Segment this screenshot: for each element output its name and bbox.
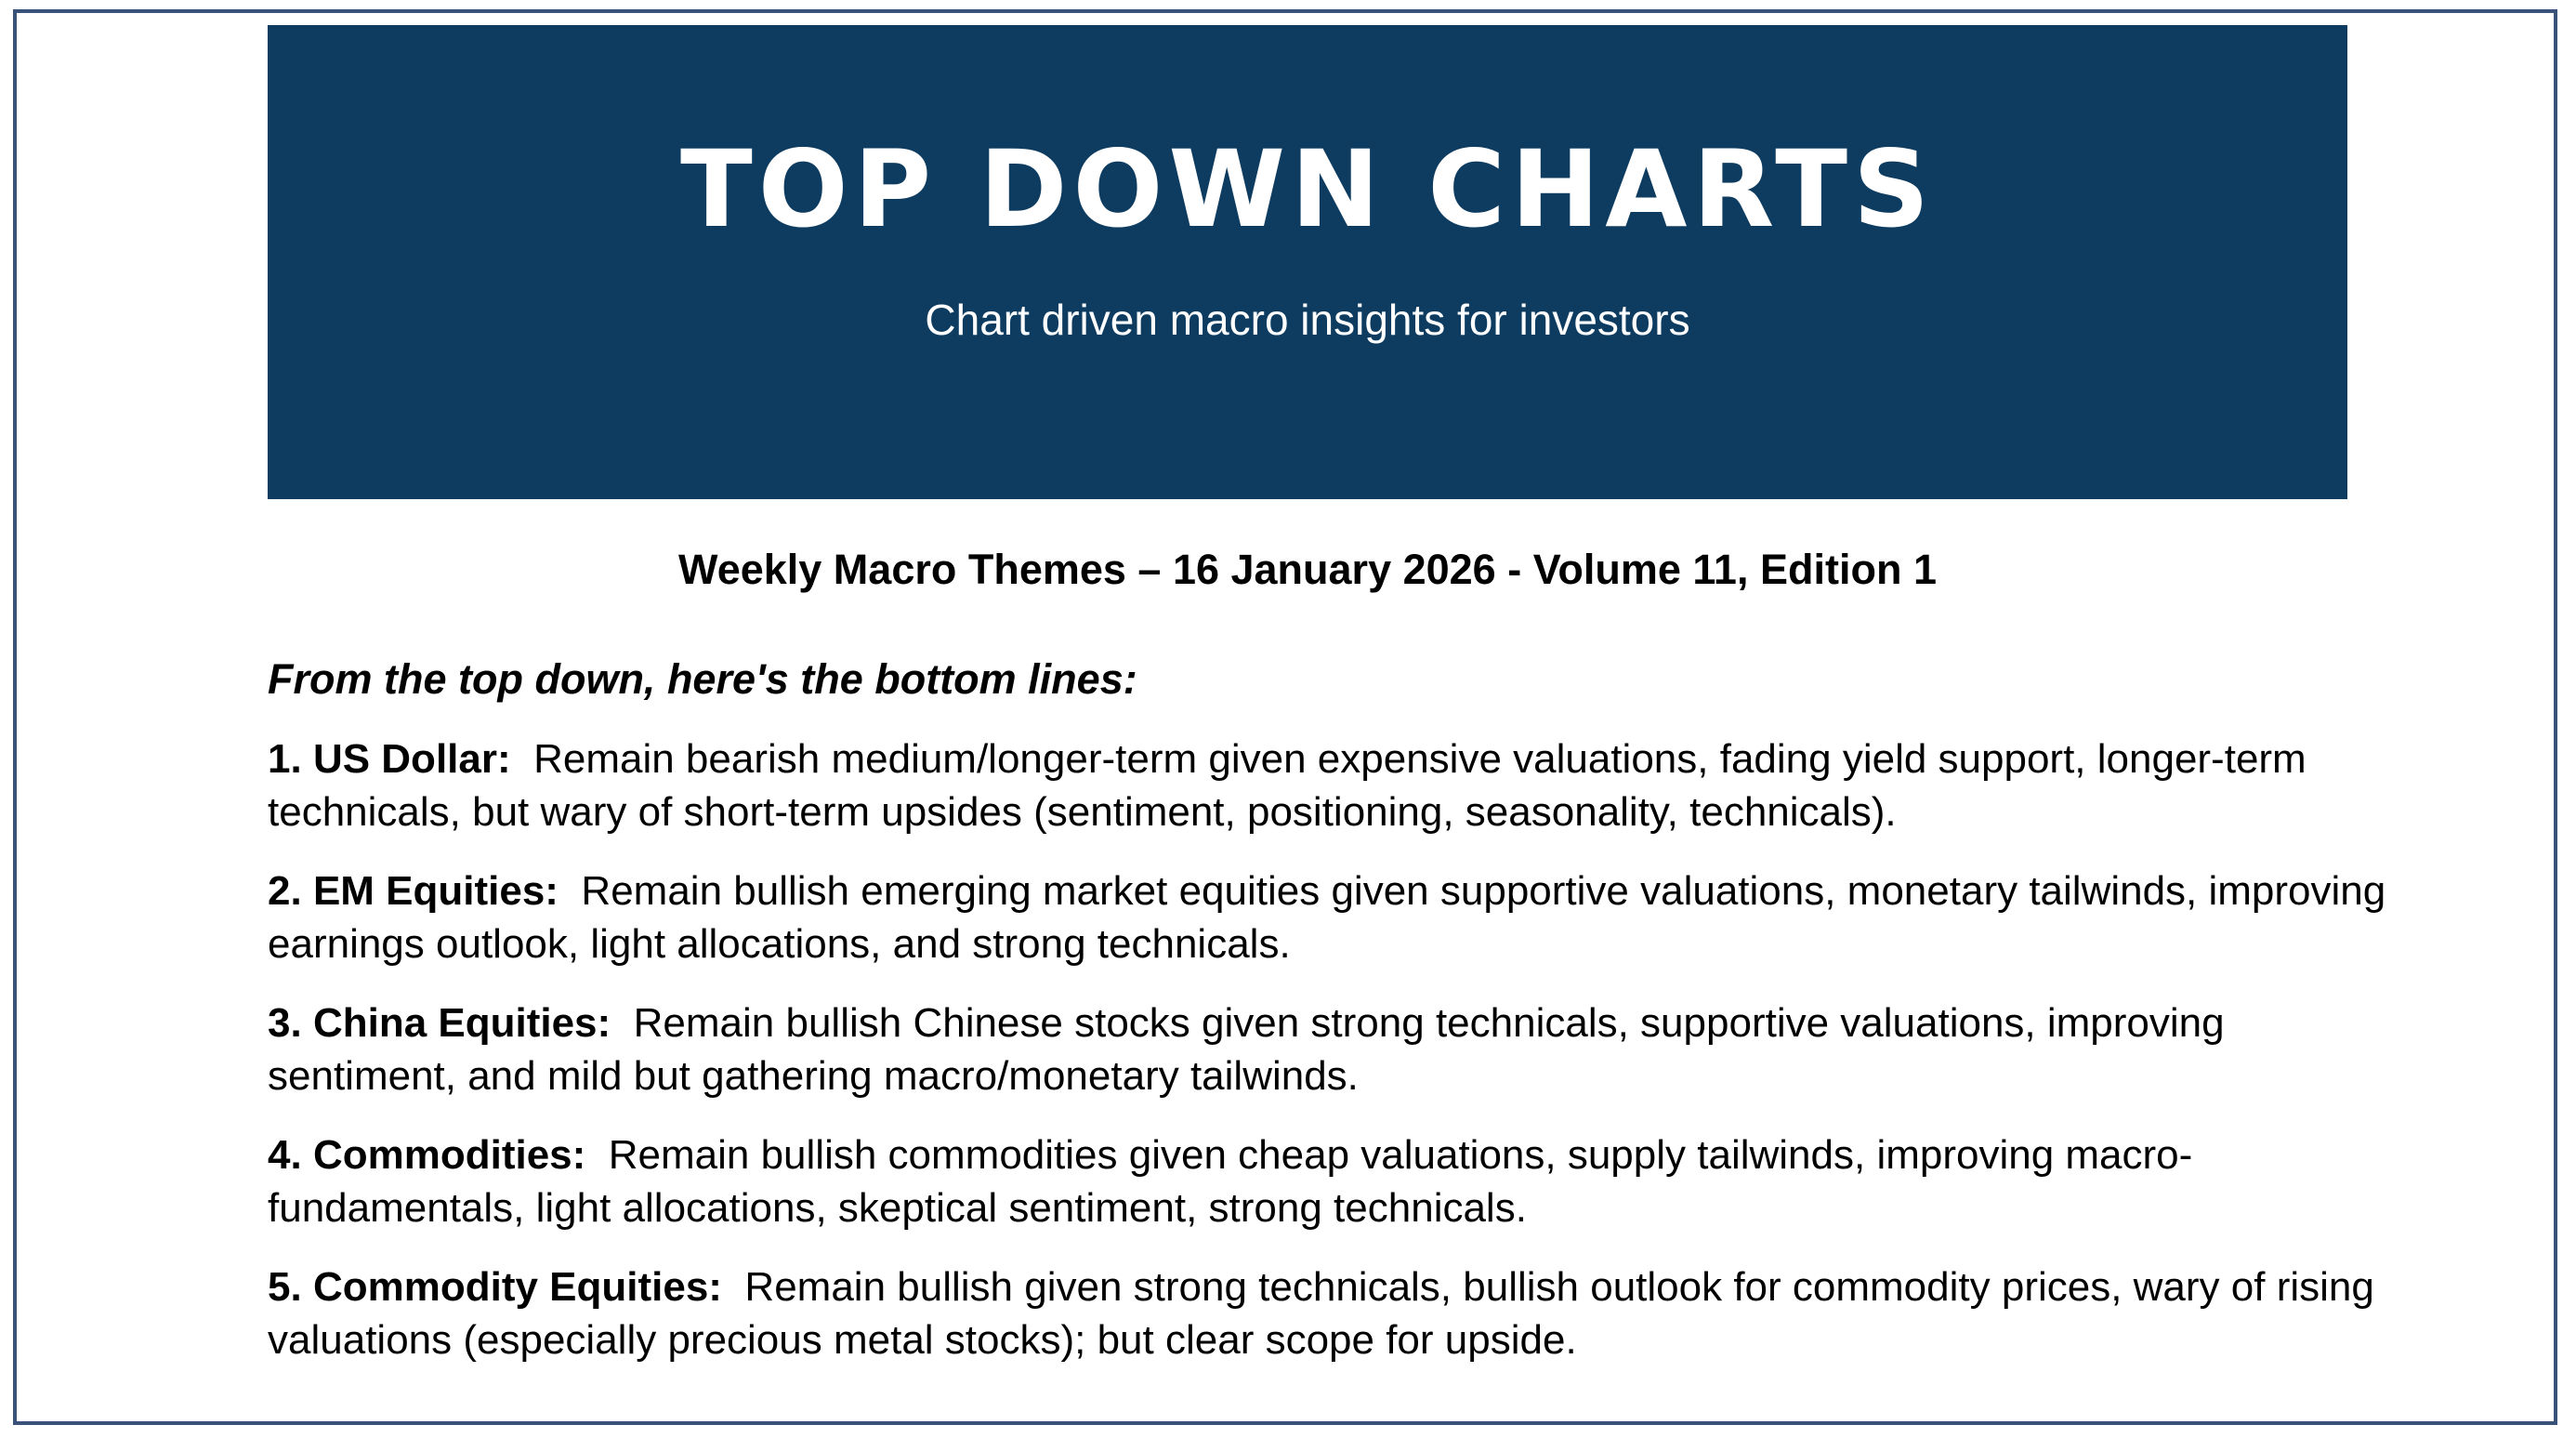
theme-item-us-dollar	[268, 732, 2405, 838]
theme-item-commodities	[268, 1128, 2405, 1234]
theme-name: Commodity Equities:	[312, 1264, 722, 1310]
theme-item-commodity-equities	[268, 1260, 2405, 1366]
page-frame	[13, 9, 2557, 1425]
brand-title: TOP DOWN CHARTS	[679, 127, 1936, 251]
themes-list	[268, 732, 2405, 1392]
theme-item-em-equities	[268, 864, 2405, 970]
theme-item-china-equities	[268, 996, 2405, 1102]
theme-number: 2.	[268, 868, 302, 914]
document-title: Weekly Macro Themes – 16 January 2026 - Volume 11, Edition 1	[678, 546, 1937, 593]
theme-number: 4.	[268, 1132, 302, 1178]
theme-name: EM Equities:	[312, 868, 559, 914]
theme-name: US Dollar:	[312, 736, 511, 782]
intro-line: From the top down, here's the bottom lines:	[268, 655, 1137, 703]
header-banner	[268, 25, 2347, 499]
theme-name: Commodities:	[312, 1132, 586, 1178]
theme-text: Remain bearish medium/longer-term given expensive valuations, fading yield support, longer-term technicals, but wary of short-term upsides (sentiment, positioning, seasonality, technicals).	[268, 736, 2307, 835]
theme-number: 1.	[268, 736, 302, 782]
theme-number: 3.	[268, 1000, 302, 1046]
theme-text: Remain bullish commodities given cheap valuations, supply tailwinds, improving macro-fundamentals, light allocations, skeptical sentiment, strong technicals.	[268, 1132, 2193, 1231]
theme-text: Remain bullish emerging market equities given supportive valuations, monetary tailwinds, improving earnings outlook, light allocations, and strong technicals.	[268, 868, 2386, 967]
theme-text: Remain bullish given strong technicals, bullish outlook for commodity prices, wary of rising valuations (especially precious metal stocks); but clear scope for upside.	[268, 1264, 2374, 1363]
theme-name: China Equities:	[312, 1000, 611, 1046]
theme-number: 5.	[268, 1264, 302, 1310]
brand-tagline: Chart driven macro insights for investors	[925, 296, 1690, 344]
theme-text: Remain bullish Chinese stocks given strong technicals, supportive valuations, improving sentiment, and mild but gathering macro/monetary tailwinds.	[268, 1000, 2225, 1099]
